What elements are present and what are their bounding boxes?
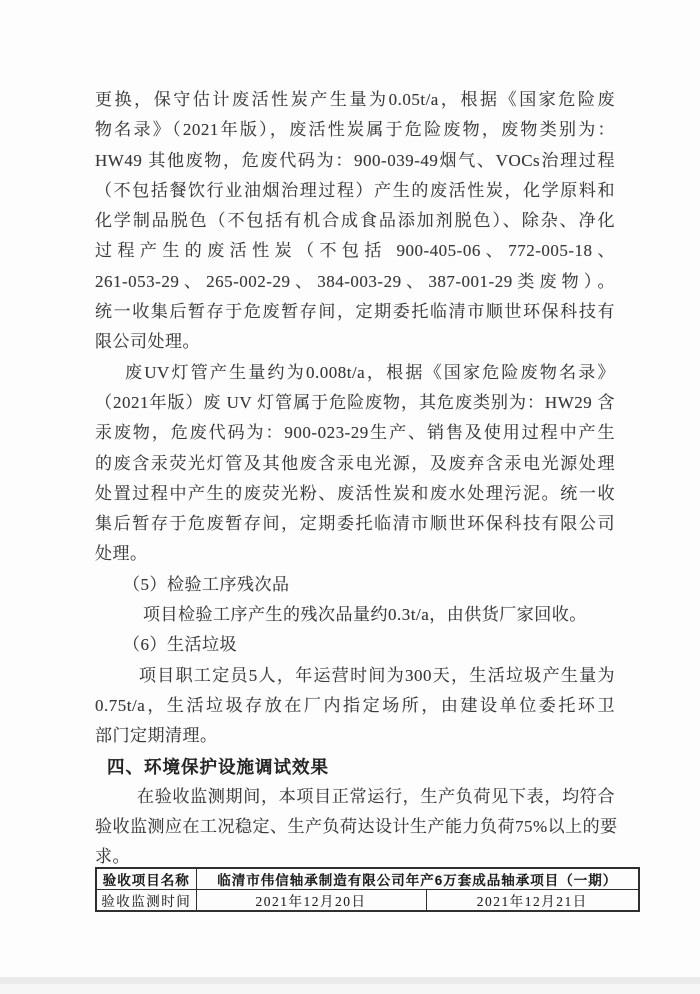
text-line: 0.75t/a，生活垃圾存放在厂内指定场所，由建设单位委托环卫 [95,695,615,715]
text-line: 化学制品脱色（不包括有机合成食品添加剂脱色）、除杂、净化 [95,211,615,231]
text-line: 验收监测应在工况稳定、生产负荷达设计生产能力负荷75%以上的要 [95,817,618,837]
text-line: 部门定期清理。 [95,726,218,746]
text-line: 处理。 [95,544,148,564]
text-line: 处置过程中产生的废荧光粉、废活性炭和废水处理污泥。统一收 [95,483,615,503]
text-line: HW49 其他废物，危废代码为：900-039-49烟气、VOCs治理过程 [95,150,615,170]
text-line: （不包括餐饮行业油烟治理过程）产生的废活性炭，化学原料和 [95,180,615,200]
section-heading: 四、环境保护设施调试效果 [107,756,329,777]
project-name-label: 验收项目名称 [96,868,196,890]
text-line: （2021年版）废 UV 灯管属于危险废物，其危废类别为：HW29 含 [95,392,615,412]
monitor-date-2: 2021年12月21日 [426,890,639,912]
text-line: 限公司处理。 [95,332,200,352]
acceptance-info-table [95,867,640,912]
text-line: 261-053-29、265-002-29、384-003-29、387-001-29类废物）。 [95,271,615,291]
item-5-heading: （5）检验工序残次品 [123,574,290,594]
monitor-date-1: 2021年12月20日 [196,890,426,912]
page-edge-strip [0,977,700,984]
paragraph-garbage [95,661,615,752]
document-body [95,85,618,873]
page-edge-below [0,984,700,994]
text-line: 过程产生的废活性炭（不包括 900-405-06、772-005-18、 [95,241,615,261]
monitor-time-label: 验收监测时间 [96,890,196,912]
paragraph-waste-carbon [95,85,615,358]
text-line: 更换，保守估计废活性炭产生量为0.05t/a，根据《国家危险废 [95,90,615,109]
paragraph-uv-lamp [95,358,615,570]
table-row [96,890,639,912]
text-line: 汞废物，危废代码为：900-023-29生产、销售及使用过程中产生 [95,423,615,443]
text-line: 项目职工定员5人，年运营时间为300天，生活垃圾产生量为 [139,665,615,685]
text-line: 求。 [95,847,130,867]
table-row [96,868,639,890]
item-6-heading: （6）生活垃圾 [123,635,237,655]
text-line: 物名录》（2021年版），废活性炭属于危险废物，废物类别为： [95,120,615,140]
text-line: 在验收监测期间，本项目正常运行，生产负荷见下表，均符合 [137,786,615,806]
text-line: 统一收集后暂存于危废暂存间，定期委托临清市顺世环保科技有 [95,302,615,322]
item-5-text: 项目检验工序产生的残次品量约0.3t/a，由供货厂家回收。 [143,605,587,625]
text-line: 废UV灯管产生量约为0.008t/a，根据《国家危险废物名录》 [125,362,615,382]
paragraph-monitoring [95,782,618,873]
project-name-value: 临清市伟信轴承制造有限公司年产6万套成品轴承项目（一期） [196,868,639,890]
text-line: 的废含汞荧光灯管及其他废含汞电光源，及废弃含汞电光源处理 [95,453,615,473]
text-line: 集后暂存于危废暂存间，定期委托临清市顺世环保科技有限公司 [95,514,615,534]
